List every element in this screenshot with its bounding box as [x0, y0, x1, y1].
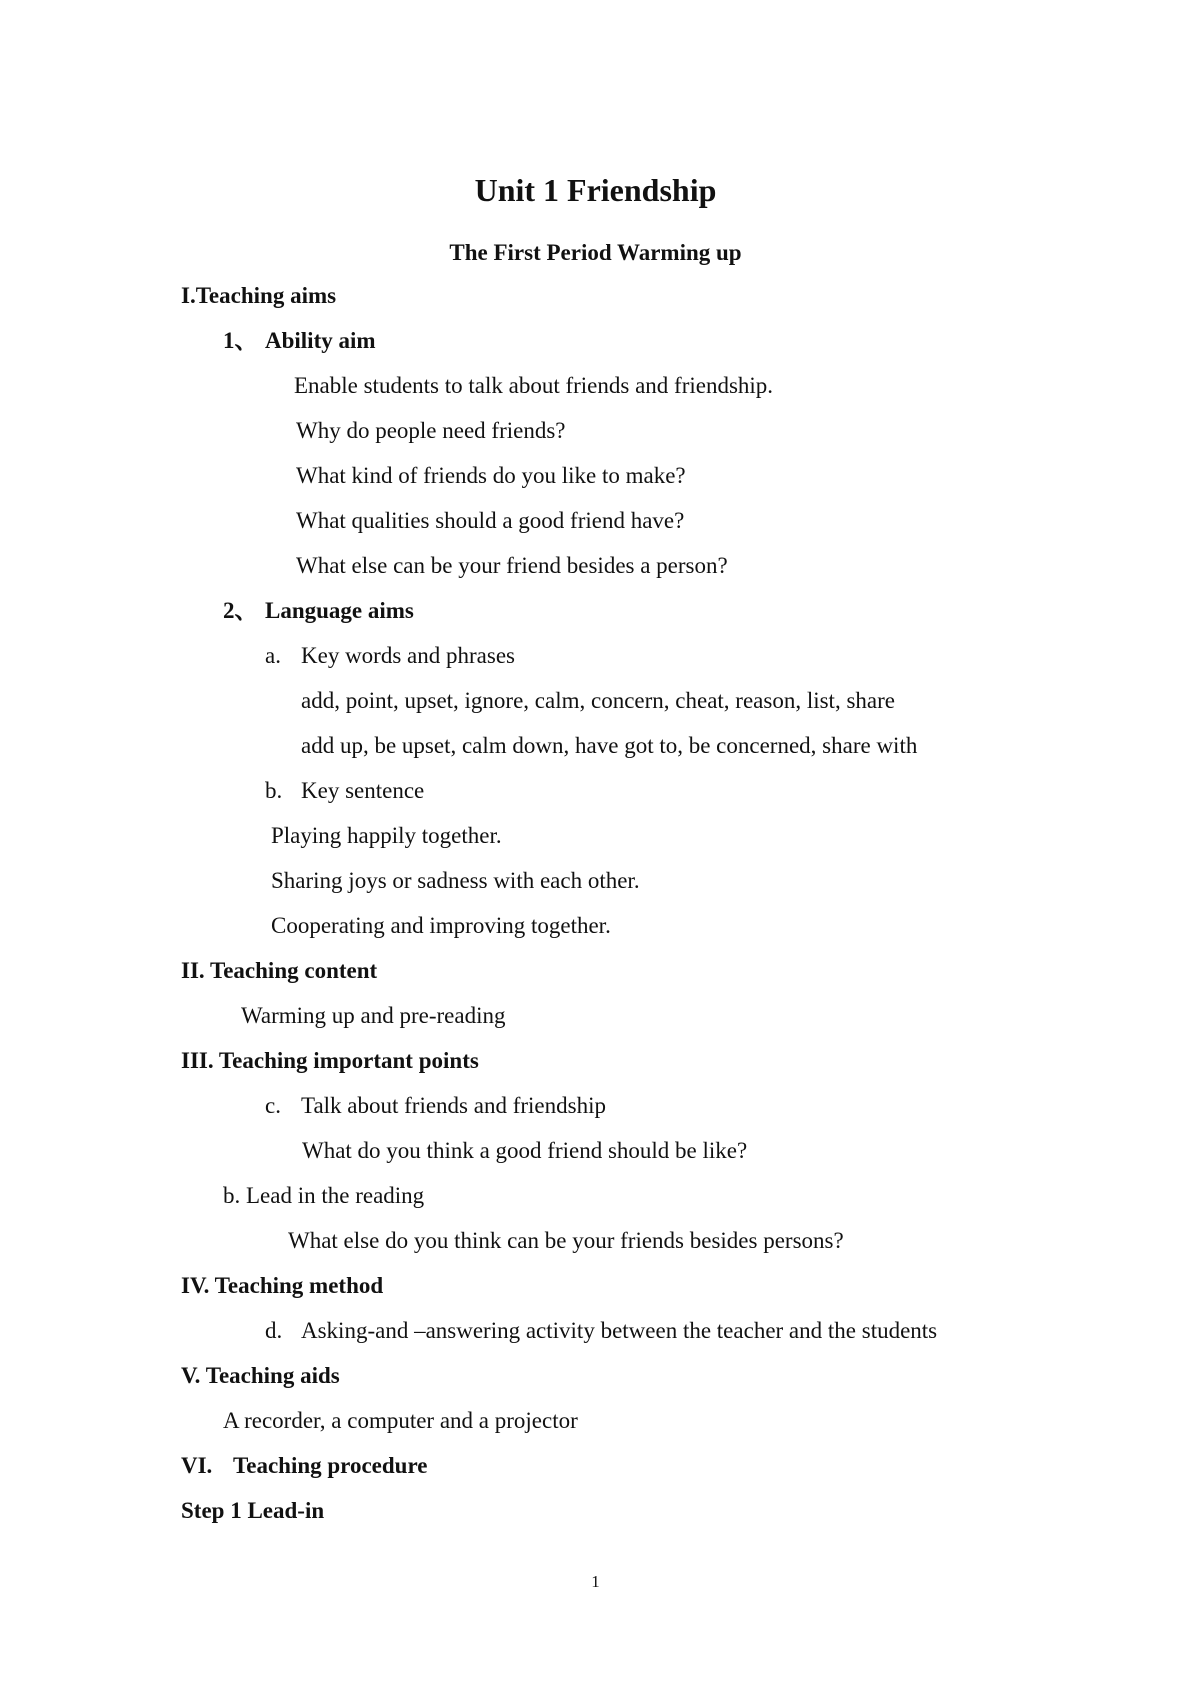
- teaching-method-label: Asking-and –answering activity between the teacher and the students: [301, 1318, 938, 1343]
- step-heading-lead-in: Step 1 Lead-in: [181, 1498, 325, 1523]
- section-heading-teaching-aims: I.Teaching aims: [181, 283, 337, 308]
- section-heading-teaching-procedure: [181, 1451, 427, 1481]
- section-heading-teaching-method: IV. Teaching method: [181, 1273, 384, 1298]
- key-sentence-label: Key sentence: [301, 778, 425, 803]
- key-words-item: [265, 641, 515, 671]
- key-sentence-item: [265, 776, 424, 806]
- important-point-b: b. Lead in the reading: [223, 1183, 425, 1208]
- ability-question-3: What qualities should a good friend have?: [296, 508, 685, 533]
- document-title: Unit 1 Friendship: [474, 172, 717, 208]
- subheading-ability-aim: [223, 326, 376, 356]
- key-sentence-2: Sharing joys or sadness with each other.: [271, 868, 640, 893]
- key-sentence-1: Playing happily together.: [271, 823, 502, 848]
- teaching-procedure-label: Teaching procedure: [233, 1453, 428, 1478]
- key-sentence-3: Cooperating and improving together.: [271, 913, 611, 938]
- ability-aim-marker: 1、: [223, 328, 258, 353]
- ability-question-2: What kind of friends do you like to make?: [296, 463, 686, 488]
- important-point-c: [265, 1091, 606, 1121]
- important-point-b-question: What else do you think can be your friends besides persons?: [288, 1228, 844, 1253]
- teaching-aids-body: A recorder, a computer and a projector: [223, 1408, 578, 1433]
- section-heading-teaching-aids: V. Teaching aids: [181, 1363, 340, 1388]
- teaching-content-body: Warming up and pre-reading: [241, 1003, 506, 1028]
- ability-aim-label: Ability aim: [265, 328, 376, 353]
- page-number: 1: [591, 1572, 600, 1591]
- ability-question-4: What else can be your friend besides a person?: [296, 553, 728, 578]
- important-point-c-marker: c.: [265, 1093, 281, 1118]
- language-aims-label: Language aims: [265, 598, 414, 623]
- key-words-label: Key words and phrases: [301, 643, 515, 668]
- key-words-marker: a.: [265, 643, 281, 668]
- teaching-method-marker: d.: [265, 1318, 283, 1343]
- language-aims-marker: 2、: [223, 598, 258, 623]
- teaching-method-item: [265, 1316, 937, 1346]
- section-heading-important-points: III. Teaching important points: [181, 1048, 479, 1073]
- ability-aim-intro: Enable students to talk about friends and friendship.: [294, 373, 774, 398]
- ability-question-1: Why do people need friends?: [296, 418, 566, 443]
- teaching-procedure-marker: VI.: [181, 1453, 213, 1478]
- section-heading-teaching-content: II. Teaching content: [181, 958, 378, 983]
- subheading-language-aims: [223, 596, 414, 626]
- important-point-c-question: What do you think a good friend should be like?: [302, 1138, 748, 1163]
- document-subtitle: The First Period Warming up: [449, 240, 742, 265]
- key-sentence-marker: b.: [265, 778, 283, 803]
- key-words-list: add, point, upset, ignore, calm, concern, cheat, reason, list, share: [301, 688, 895, 713]
- key-phrases-list: add up, be upset, calm down, have got to, be concerned, share with: [301, 733, 918, 758]
- important-point-c-label: Talk about friends and friendship: [301, 1093, 606, 1118]
